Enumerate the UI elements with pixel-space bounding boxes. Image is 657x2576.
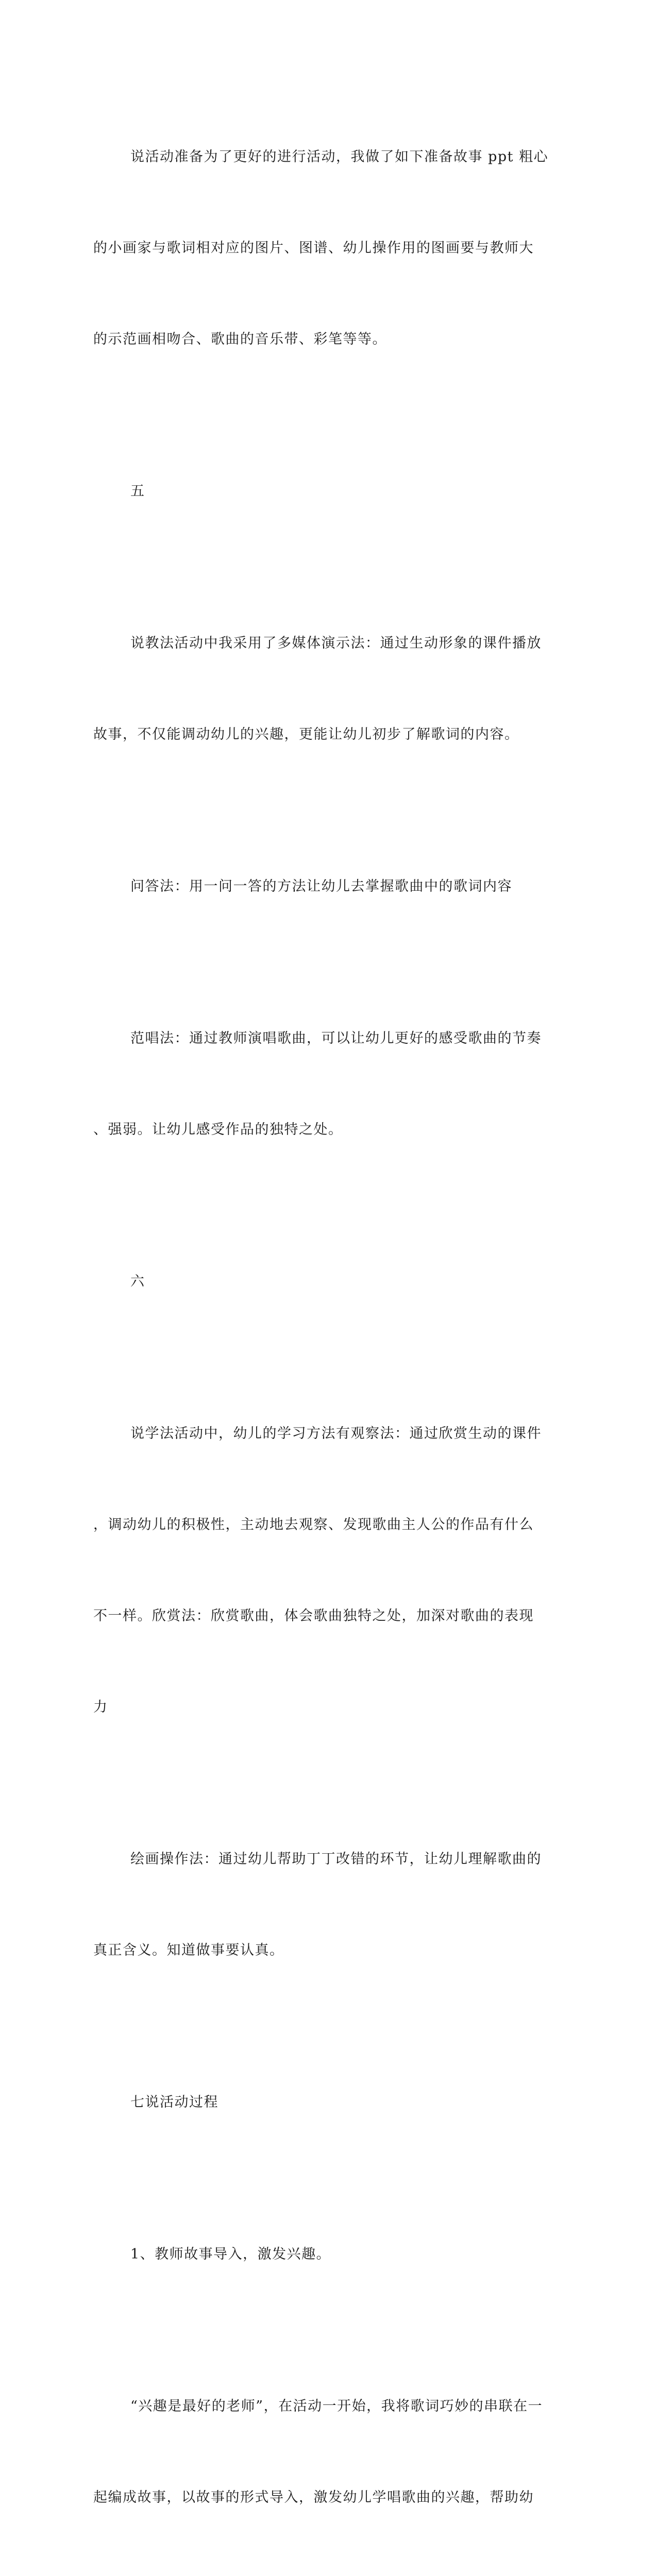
- text-line: 的示范画相吻合、歌曲的音乐带、彩笔等等。: [93, 331, 387, 347]
- text-line: 故事，不仅能调动幼儿的兴趣，更能让幼儿初步了解歌词的内容。: [93, 726, 519, 742]
- paragraph-teaching-method: [93, 567, 542, 810]
- text-line: 说学法活动中，幼儿的学习方法有观察法：通过欣赏生动的课件: [130, 1426, 542, 1442]
- text-line: 范唱法：通过教师演唱歌曲，可以让幼儿更好的感受歌曲的节奏: [130, 1030, 542, 1046]
- paragraph-drawing-method: [93, 1783, 542, 2026]
- text-line: 六: [130, 1274, 145, 1290]
- paragraph-demo-singing: [93, 962, 542, 1206]
- paragraph-step-one-detail: [93, 2330, 543, 2576]
- text-line: 绘画操作法：通过幼儿帮助丁丁改错的环节，让幼儿理解歌曲的: [130, 1851, 542, 1867]
- section-heading-seven: [93, 2026, 538, 2178]
- text-line: 说活动准备为了更好的进行活动，我做了如下准备故事 ppt 粗心: [130, 149, 549, 165]
- text-line: 1、教师故事导入，激发兴趣。: [130, 2246, 331, 2262]
- text-line: 的小画家与歌词相对应的图片、图谱、幼儿操作用的图画要与教师大: [93, 240, 534, 256]
- text-line: 力: [93, 1699, 108, 1715]
- text-line: 真正含义。知道做事要认真。: [93, 1942, 284, 1958]
- step-one-heading: [93, 2178, 538, 2330]
- document-page: [93, 81, 549, 2576]
- paragraph-learning-method: [93, 1358, 542, 1783]
- text-line: 不一样。欣赏法：欣赏歌曲，体会歌曲独特之处，加深对歌曲的表现: [93, 1608, 534, 1624]
- section-heading-six: [93, 1206, 538, 1358]
- text-line: 问答法：用一问一答的方法让幼儿去掌握歌曲中的歌词内容: [130, 878, 512, 894]
- text-line: 、强弱。让幼儿感受作品的独特之处。: [93, 1122, 343, 1138]
- paragraph-preparation: [93, 81, 549, 415]
- text-line: 说教法活动中我采用了多媒体演示法：通过生动形象的课件播放: [130, 635, 542, 651]
- paragraph-qa-method: [93, 810, 538, 962]
- text-line: [93, 2573, 538, 2576]
- text-line: ，调动幼儿的积极性，主动地去观察、发现歌曲主人公的作品有什么: [93, 1517, 534, 1533]
- section-heading-five: [93, 415, 538, 567]
- text-line: 起编成故事，以故事的形式导入，激发幼儿学唱歌曲的兴趣，帮助幼: [93, 2489, 534, 2505]
- text-line: “兴趣是最好的老师”，在活动一开始，我将歌词巧妙的串联在一: [130, 2398, 543, 2414]
- text-line: 五: [130, 483, 145, 499]
- text-line: 七说活动过程: [130, 2094, 218, 2110]
